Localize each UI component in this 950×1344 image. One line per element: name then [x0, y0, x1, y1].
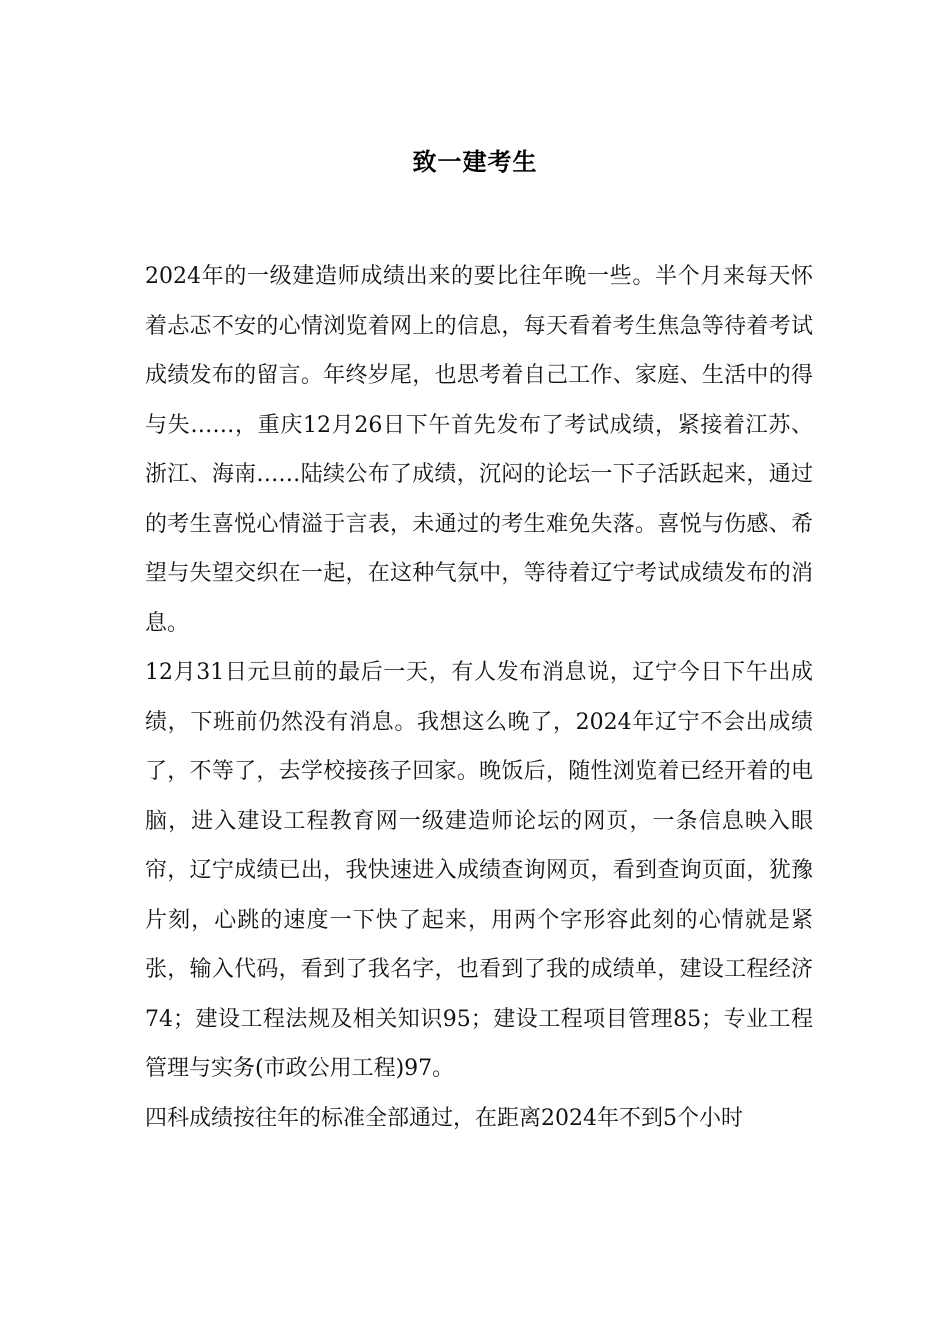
document-body [145, 252, 813, 1143]
paragraph-1: 2024年的一级建造师成绩出来的要比往年晚一些。半个月来每天怀着忐忑不安的心情浏览着网上的信息，每天看着考生焦急等待着考试成绩发布的留言。年终岁尾，也思考着自己工作、家庭、生活中的得与失……，重庆12月26日下午首先发布了考试成绩，紧接着江苏、浙江、海南……陆续公布了成绩，沉闷的论坛一下子活跃起来，通过的考生喜悦心情溢于言表，未通过的考生难免失落。喜悦与伤感、希望与失望交织在一起，在这种气氛中，等待着辽宁考试成绩发布的消息。 [145, 264, 813, 636]
paragraph-3: 四科成绩按往年的标准全部通过，在距离2024年不到5个小时 [145, 1105, 743, 1131]
paragraph-2: 12月31日元旦前的最后一天，有人发布消息说，辽宁今日下午出成绩，下班前仍然没有消息。我想这么晚了，2024年辽宁不会出成绩了，不等了，去学校接孩子回家。晚饭后，随性浏览着已经开着的电脑，进入建设工程教育网一级建造师论坛的网页，一条信息映入眼帘，辽宁成绩已出，我快速进入成绩查询网页，看到查询页面，犹豫片刻，心跳的速度一下快了起来，用两个字形容此刻的心情就是紧张，输入代码，看到了我名字，也看到了我的成绩单，建设工程经济74；建设工程法规及相关知识95；建设工程项目管理85；专业工程管理与实务(市政公用工程)97。 [145, 660, 814, 1081]
document-title: 致一建考生 [412, 147, 538, 176]
